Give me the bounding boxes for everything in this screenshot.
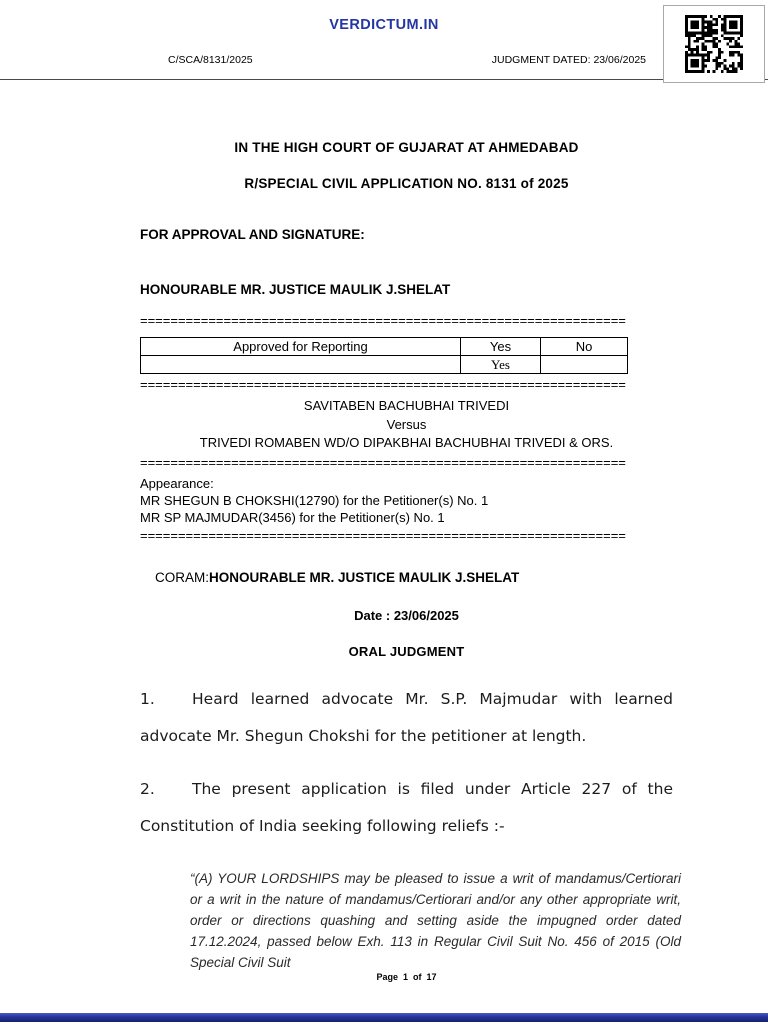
versus-label: Versus [386, 416, 427, 432]
reporting-empty-cell [141, 356, 461, 374]
document-body [140, 139, 681, 973]
relief-quote: “(A) YOUR LORDSHIPS may be pleased to issue a writ of mandamus/Certiorari or a writ in the nature of mandamus/Certiorari and/or any other appropriate writ, order or directions quashing and setting aside the impugned order dated 17.12.2024, passed below Exh. 113 in Regular Civil Suit No. 456 of 2015 (Old Special Civil Suit [190, 870, 681, 970]
petitioner-name: SAVITABEN BACHUBHAI TRIVEDI [303, 398, 510, 413]
application-number: R/SPECIAL CIVIL APPLICATION NO. 8131 of 2025 [244, 176, 569, 191]
coram-label: CORAM: [155, 569, 209, 585]
qr-code [663, 5, 765, 83]
court-title: IN THE HIGH COURT OF GUJARAT AT AHMEDABAD [234, 140, 579, 155]
appearance-line: MR SHEGUN B CHOKSHI(12790) for the Petitioner(s) No. 1 [140, 492, 489, 508]
qr-code-pattern [685, 15, 743, 73]
judgment-date: JUDGMENT DATED: 23/06/2025 [491, 54, 646, 66]
reporting-empty-cell [541, 356, 628, 374]
reporting-table-answer-row [141, 356, 628, 374]
appearance-line: MR SP MAJMUDAR(3456) for the Petitioner(s) No. 1 [140, 509, 445, 525]
page-number: Page 1 of 17 [376, 972, 437, 982]
coram-line [155, 569, 673, 586]
separator: ================================================================ [140, 454, 626, 470]
separator: ================================================================ [140, 377, 626, 392]
reporting-table-header-row [141, 338, 628, 356]
oral-judgment-heading: ORAL JUDGMENT [348, 643, 465, 659]
paragraph-text: Heard learned advocate Mr. S.P. Majmudar with learned advocate Mr. Shegun Chokshi for the petitioner at length. [140, 689, 673, 745]
separator: ================================================================ [140, 527, 626, 543]
judgment-paragraph-1 [140, 681, 673, 755]
appearance-heading: Appearance: [140, 475, 214, 491]
reporting-no-header: No [541, 338, 628, 356]
coram-judge-name: HONOURABLE MR. JUSTICE MAULIK J.SHELAT [209, 569, 520, 585]
header-divider [0, 79, 768, 80]
reporting-answer: Yes [461, 356, 541, 374]
approval-heading: FOR APPROVAL AND SIGNATURE: [140, 227, 365, 242]
paragraph-number: 1. [140, 689, 155, 708]
reporting-label: Approved for Reporting [141, 338, 461, 356]
reporting-yes-header: Yes [461, 338, 541, 356]
site-logo: VERDICTUM.IN [329, 17, 439, 33]
header-meta [168, 54, 646, 66]
judgment-paragraph-2 [140, 771, 673, 845]
case-number: C/SCA/8131/2025 [168, 54, 253, 66]
paragraph-number: 2. [140, 779, 155, 798]
footer-bar [0, 1013, 768, 1022]
judgment-date-line: Date : 23/06/2025 [354, 607, 459, 623]
reporting-table [140, 337, 628, 374]
respondent-name: TRIVEDI ROMABEN WD/O DIPAKBHAI BACHUBHAI TRIVEDI & ORS. [199, 435, 614, 450]
paragraph-text: The present application is filed under Article 227 of the Constitution of India seeking following reliefs :- [140, 779, 673, 835]
separator: ================================================================ [140, 313, 626, 328]
judge-name: HONOURABLE MR. JUSTICE MAULIK J.SHELAT [140, 282, 451, 297]
